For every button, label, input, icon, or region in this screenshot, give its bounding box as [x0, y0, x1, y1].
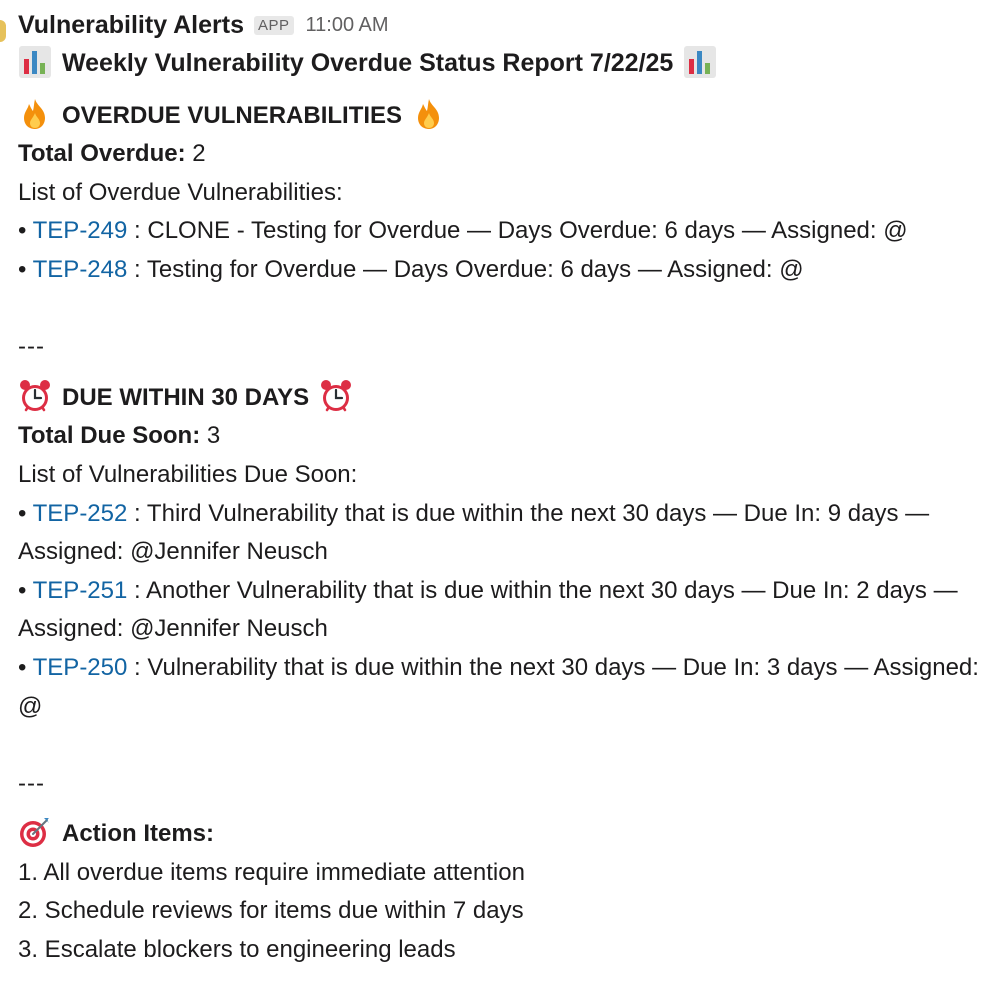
fire-icon: [18, 97, 52, 131]
item-text: : Another Vulnerability that is due within the next 30 days — Due In: 2 days — Assigned: @Jennifer Neusch: [18, 576, 958, 643]
bullet: •: [18, 217, 33, 245]
action-item: 3. Escalate blockers to engineering leads: [18, 936, 456, 964]
spacer: [18, 83, 988, 97]
message-timestamp[interactable]: 11:00 AM: [305, 13, 389, 36]
bullet: •: [18, 576, 33, 604]
item-text: : Third Vulnerability that is due within the next 30 days — Due In: 9 days — Assigned: @Jennifer Neusch: [18, 499, 930, 566]
bar-chart-icon: [683, 45, 717, 79]
ticket-link-tep-251[interactable]: TEP-251: [32, 576, 128, 604]
overdue-list-label: List of Overdue Vulnerabilities:: [18, 178, 343, 206]
alarm-clock-icon: [18, 379, 52, 413]
spacer: [18, 290, 988, 329]
overdue-total: [18, 135, 988, 174]
overdue-heading: OVERDUE VULNERABILITIES: [62, 101, 403, 129]
spacer: [18, 726, 988, 765]
bullet: •: [18, 255, 33, 283]
due-soon-total: [18, 417, 988, 456]
direct-hit-icon: [18, 815, 52, 849]
item-text: : CLONE - Testing for Overdue — Days Overdue: 6 days — Assigned: @: [127, 217, 908, 245]
ticket-link-tep-250[interactable]: TEP-250: [32, 653, 128, 681]
message-header: [18, 8, 389, 42]
fire-icon: [412, 97, 446, 131]
action-items-heading: Action Items:: [62, 820, 215, 848]
action-items-heading-line: [18, 815, 988, 854]
sender-avatar[interactable]: [0, 20, 6, 42]
bar-chart-icon: [18, 45, 52, 79]
list-item: [18, 572, 988, 649]
list-item: [18, 212, 988, 251]
overdue-heading-line: [18, 97, 988, 136]
list-item: [18, 495, 988, 572]
ticket-link-tep-248[interactable]: TEP-248: [32, 255, 128, 283]
spacer: [18, 803, 988, 815]
separator: ---: [18, 333, 45, 361]
alarm-clock-icon: [319, 379, 353, 413]
list-item: [18, 649, 988, 726]
sender-name[interactable]: Vulnerability Alerts: [18, 10, 244, 39]
ticket-link-tep-249[interactable]: TEP-249: [32, 217, 128, 245]
overdue-total-label: Total Overdue:: [18, 140, 186, 168]
due-soon-total-label: Total Due Soon:: [18, 422, 201, 450]
spacer: [18, 367, 988, 379]
message-body: [18, 44, 988, 970]
item-text: : Testing for Overdue — Days Overdue: 6 days — Assigned: @: [127, 255, 804, 283]
bullet: •: [18, 499, 33, 527]
overdue-total-value: 2: [185, 140, 206, 168]
app-badge: APP: [254, 16, 294, 35]
due-soon-total-value: 3: [200, 422, 221, 450]
due-soon-list-label: List of Vulnerabilities Due Soon:: [18, 460, 358, 488]
action-item: 2. Schedule reviews for items due within 7 days: [18, 897, 524, 925]
due-soon-heading: DUE WITHIN 30 DAYS: [62, 383, 310, 411]
report-title-line: [18, 44, 988, 83]
item-text: : Vulnerability that is due within the next 30 days — Due In: 3 days — Assigned: @: [18, 653, 979, 720]
ticket-link-tep-252[interactable]: TEP-252: [32, 499, 128, 527]
action-item: 1. All overdue items require immediate attention: [18, 858, 525, 886]
due-soon-heading-line: [18, 379, 988, 418]
report-title: Weekly Vulnerability Overdue Status Report 7/22/25: [62, 49, 674, 77]
list-item: [18, 251, 988, 290]
bullet: •: [18, 653, 33, 681]
separator: ---: [18, 769, 45, 797]
